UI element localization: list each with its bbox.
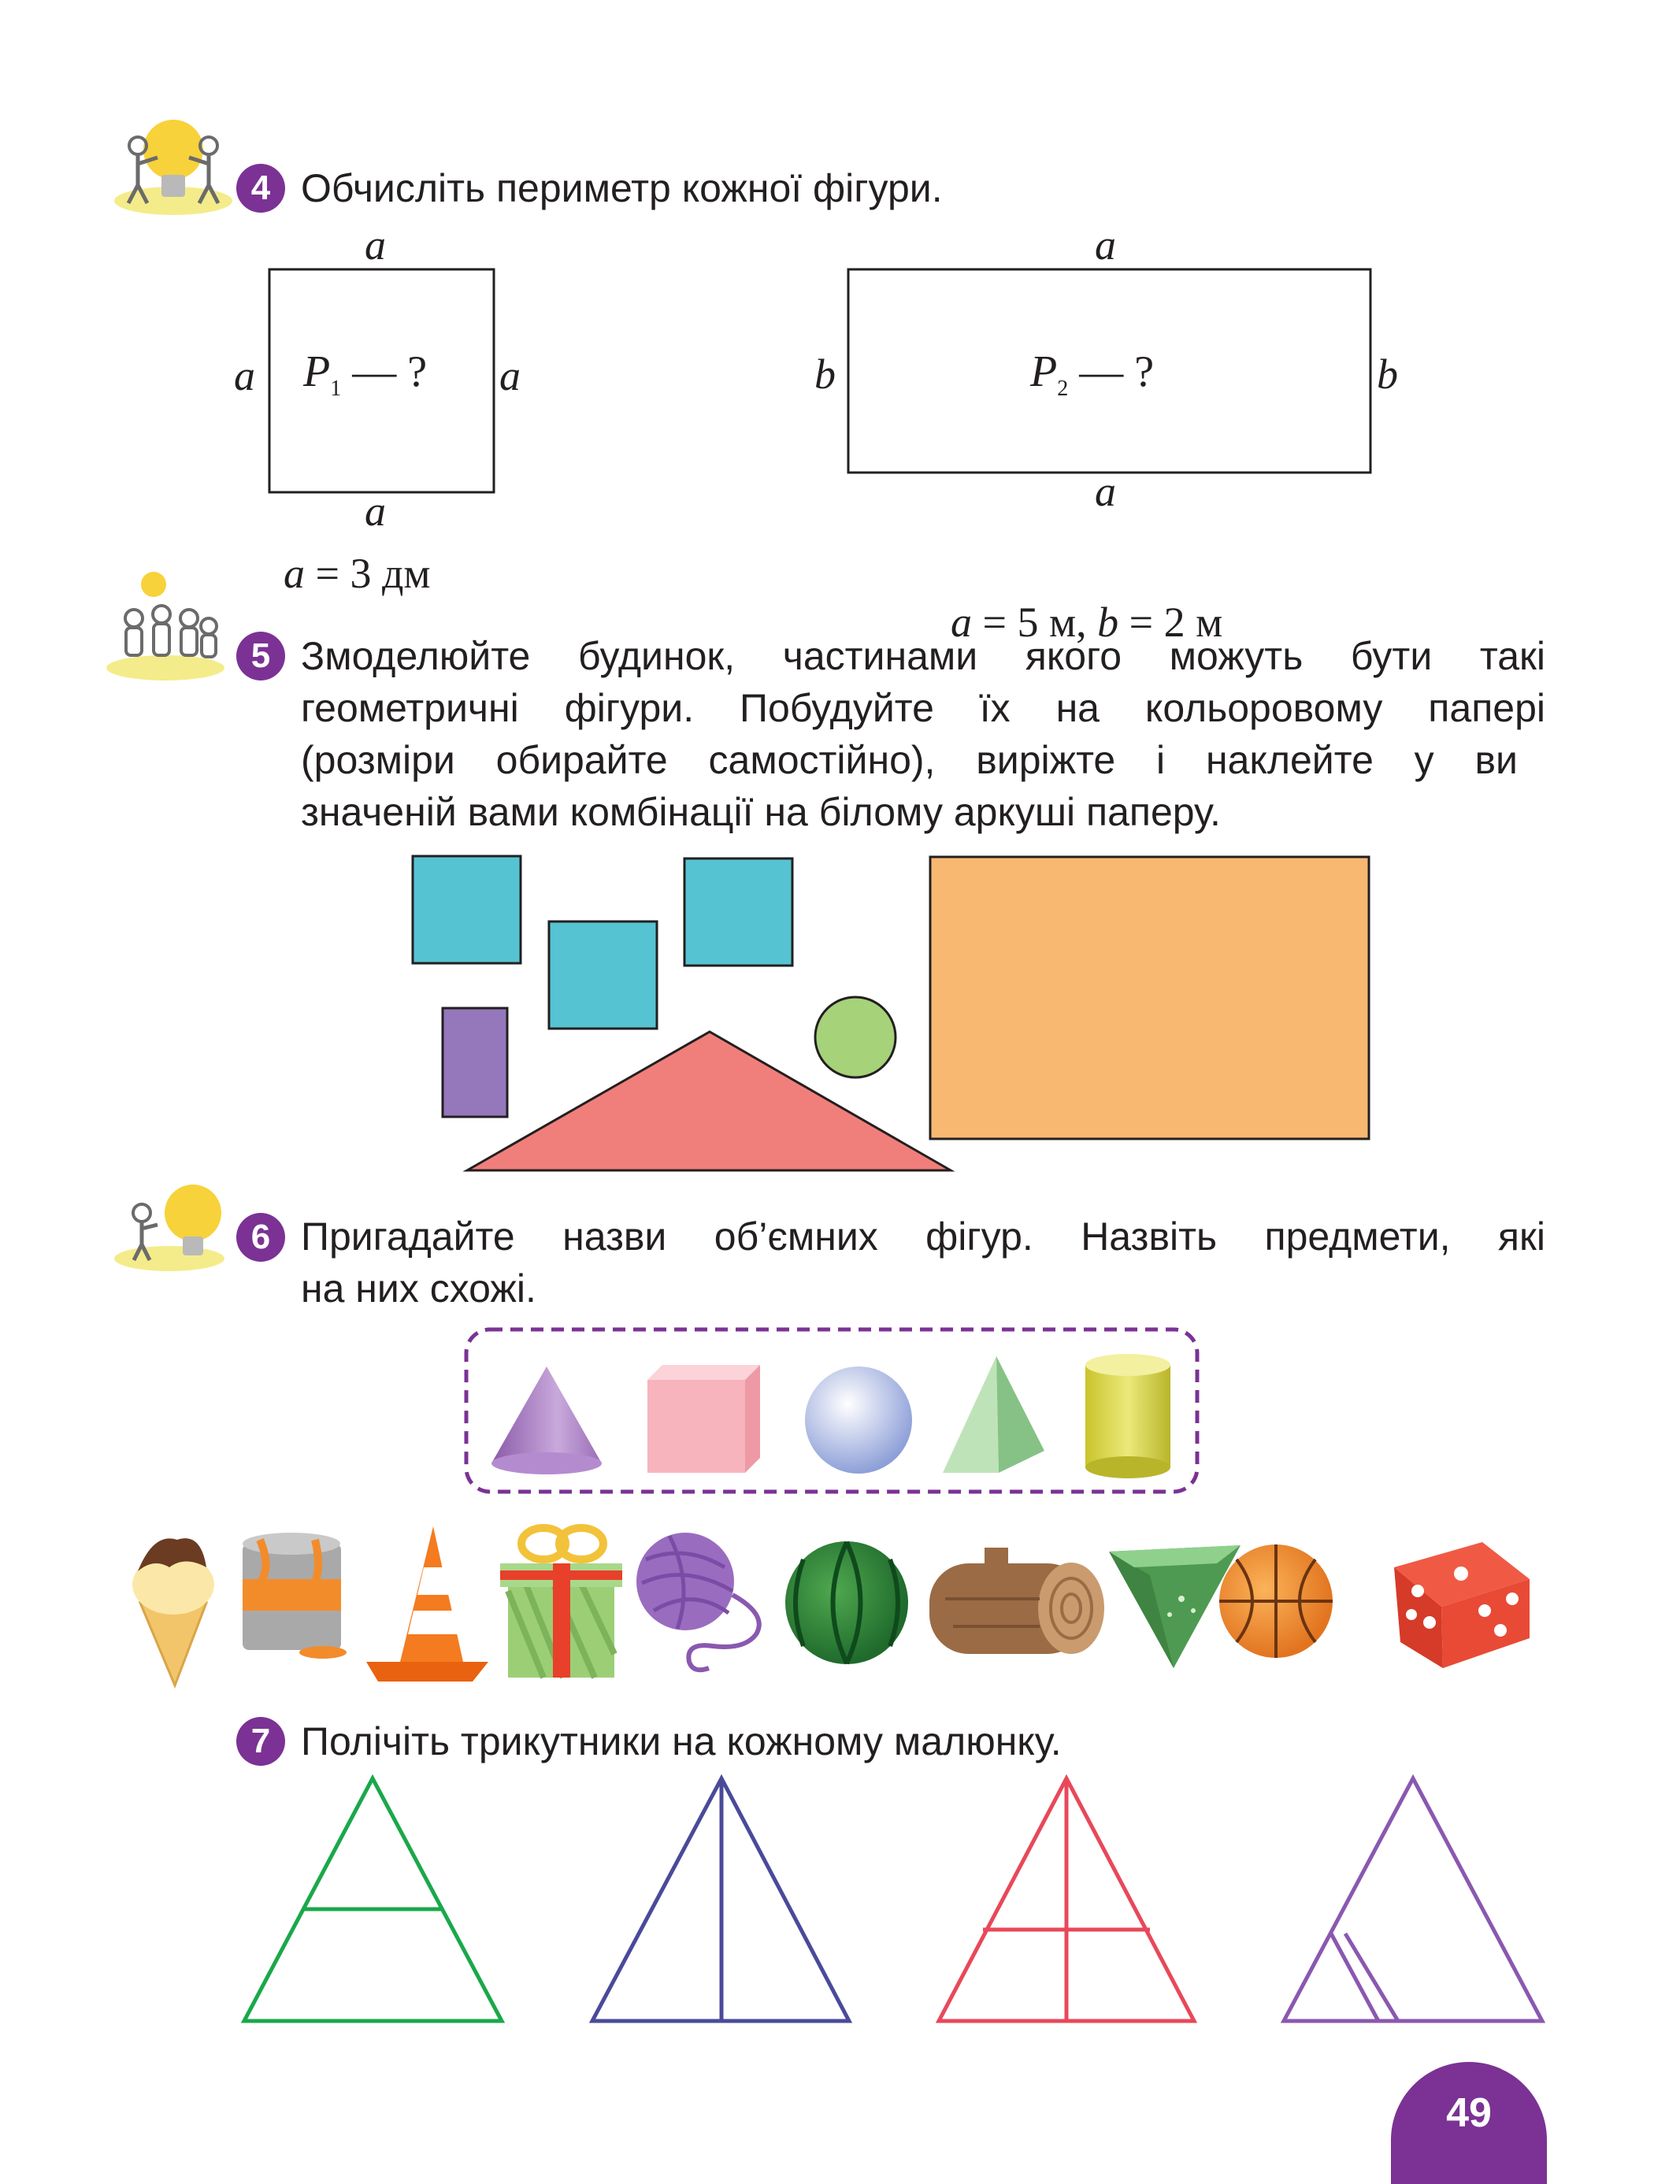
group-people-icon — [106, 572, 224, 680]
paint-can-icon — [243, 1533, 347, 1659]
dice-icon — [1394, 1542, 1530, 1668]
perimeter-label-2: $P_2$ — ? — [1030, 347, 1155, 402]
ice-cream-icon — [132, 1538, 214, 1685]
solid-pyramid — [943, 1356, 1044, 1473]
watermelon-icon — [785, 1541, 908, 1664]
solid-cone — [491, 1366, 602, 1474]
condition-2: a = 5 м, b = 2 м — [951, 599, 1223, 646]
green-circle — [815, 997, 896, 1077]
orange-rectangle — [930, 857, 1369, 1139]
side-label-left: a — [234, 352, 255, 399]
task-6-text — [301, 1211, 1545, 1314]
basketball-icon — [1219, 1544, 1333, 1658]
solid-sphere — [805, 1366, 912, 1474]
side-label-right-2: b — [1377, 350, 1398, 398]
triangle-figure-2 — [592, 1778, 849, 2021]
task-5-line-3: (розміри обирайте самостійно), виріжте і наклейте у ви — [301, 738, 1518, 782]
task-number-badge: 4 — [236, 164, 285, 213]
task-6-line-2: на них схожі. — [301, 1266, 536, 1311]
task-number-badge-5: 5 — [236, 632, 285, 680]
side-label-top-2: a — [1095, 221, 1116, 269]
yarn-ball-icon — [636, 1533, 759, 1670]
log-icon — [929, 1548, 1104, 1654]
lightbulb-people-icon — [114, 120, 232, 215]
task-5-line-1: Змоделюйте будинок, частинами якого можуть бути такі — [301, 634, 1545, 678]
side-label-left-2: b — [814, 350, 836, 398]
solid-cylinder — [1085, 1354, 1170, 1478]
perimeter-label-1: $P_1$ — ? — [303, 347, 428, 402]
triangle-figure-1 — [244, 1778, 502, 2021]
triangle-figure-4 — [1284, 1778, 1542, 2021]
task-5-line-4: значеній вами комбінації на білому аркуші паперу. — [301, 790, 1221, 834]
triangle-figure-3 — [939, 1778, 1194, 2021]
task-5-line-2: геометричні фігури. Побудуйте їх на кольоровому папері — [301, 686, 1545, 730]
gift-box-icon — [500, 1528, 622, 1678]
purple-rectangle — [443, 1008, 507, 1117]
task-number-badge-6: 6 — [236, 1213, 285, 1262]
flat-shapes — [413, 856, 1369, 1170]
task-5-text — [301, 630, 1545, 838]
task-7-text: Полічіть трикутники на кожному малюнку. — [301, 1719, 1062, 1763]
task-4-text: Обчисліть периметр кожної фігури. — [301, 166, 943, 210]
teal-square-2 — [549, 921, 657, 1029]
teal-square-1 — [413, 856, 521, 963]
solid-cube — [647, 1365, 760, 1473]
page-number: 49 — [1391, 2062, 1547, 2184]
side-label-right: a — [499, 352, 521, 399]
side-label-top: a — [365, 221, 386, 269]
side-label-bottom: a — [365, 488, 386, 535]
lightbulb-person-icon — [114, 1185, 224, 1271]
task-number-badge-7: 7 — [236, 1717, 285, 1766]
condition-1: a = 3 дм — [284, 550, 431, 597]
teal-square-3 — [684, 858, 792, 966]
traffic-cone-icon — [366, 1526, 488, 1682]
side-label-bottom-2: a — [1095, 468, 1116, 515]
task-6-line-1: Пригадайте назви об’ємних фігур. Назвіть предмети, які — [301, 1214, 1545, 1259]
